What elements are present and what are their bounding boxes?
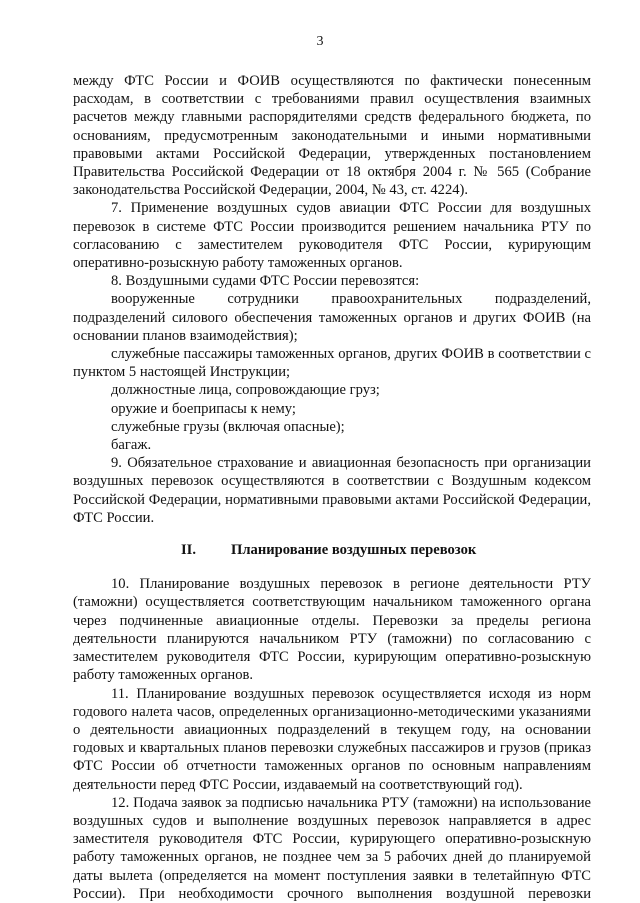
- paragraph-10: 10. Планирование воздушных перевозок в регионе деятельности РТУ (таможни) осуществляется соответствующим начальником таможенного органа через подчиненные авиационные отделы. Перевозки за пределы региона деятельности планируются начальником РТУ (таможни) по согласованию с заместителем руководителя ФТС России, курирующим оперативно-розыскную работу таможенных органов.: [73, 576, 591, 684]
- paragraph-7: 7. Применение воздушных судов авиации ФТС России для воздушных перевозок в системе ФТС России производится решением начальника РТУ по согласованию с заместителем руководителя ФТС России, курирующим оперативно-розыскную работу таможенных органов.: [73, 200, 591, 272]
- paragraph-12: 12. Подача заявок за подписью начальника РТУ (таможни) на использование воздушных судов и выполнение воздушных перевозок направляется в адрес заместителя руководителя ФТС России, курирующего оперативно-розыскную работу таможенных органов, не позднее чем за 5 рабочих дней до планируемой даты вылета (определяется на момент поступления заявки в телетайпную ФТС России). При необходимости срочного выполнения воздушной перевозки: [73, 794, 591, 902]
- list-item-service-passengers: служебные пассажиры таможенных органов, других ФОИВ в соответствии с пунктом 5 настоящей Инструкции;: [73, 346, 591, 381]
- list-item-escorts: должностные лица, сопровождающие груз;: [111, 382, 380, 399]
- section-heading: [73, 527, 591, 575]
- list-item-armed-officers: вооруженные сотрудники правоохранительных подразделений, подразделений силового обеспечения таможенных органов и других ФОИВ (на основании планов взаимодействия);: [73, 291, 591, 344]
- paragraph-9: 9. Обязательное страхование и авиационная безопасность при организации воздушных перевозок осуществляются в соответствии с Воздушным кодексом Российской Федерации, нормативными правовыми актами Российской Федерации, ФТС России.: [73, 455, 591, 526]
- paragraph-8-intro: 8. Воздушными судами ФТС России перевозятся:: [111, 273, 420, 290]
- section-title: Планирование воздушных перевозок: [231, 542, 477, 559]
- list-item-baggage: багаж.: [111, 437, 152, 454]
- paragraph-6-continuation: между ФТС России и ФОИВ осуществляются по фактически понесенным расходам, в соответствии с требованиями правил осуществления взаимных расчетов между главными распорядителями средств федерального бюджета, по основаниям, предусмотренным законодательными и иными нормативными правовыми актами Российской Федерации, утвержденных постановлением Правительства Российской Федерации от 18 октября 2004 г. № 565 (Собрание законодательства Российской Федерации, 2004, № 43, ст. 4224).: [73, 73, 591, 199]
- page-number: 3: [316, 34, 324, 49]
- section-number: II.: [181, 542, 197, 559]
- paragraph-11: 11. Планирование воздушных перевозок осуществляется исходя из норм годового налета часов, определенных организационно-методическими указаниями о деятельности авиационных подразделений в текущем году, на основании годовых и квартальных планов перевозки служебных пассажиров и грузов (приказ ФТС России об отчетности таможенных органов по основным направлениям деятельности перед ФТС России, издаваемый на соответствующий год).: [73, 685, 591, 793]
- list-item-weapons: оружие и боеприпасы к нему;: [111, 400, 296, 417]
- document-body: [73, 72, 591, 903]
- list-item-cargo: служебные грузы (включая опасные);: [111, 418, 345, 435]
